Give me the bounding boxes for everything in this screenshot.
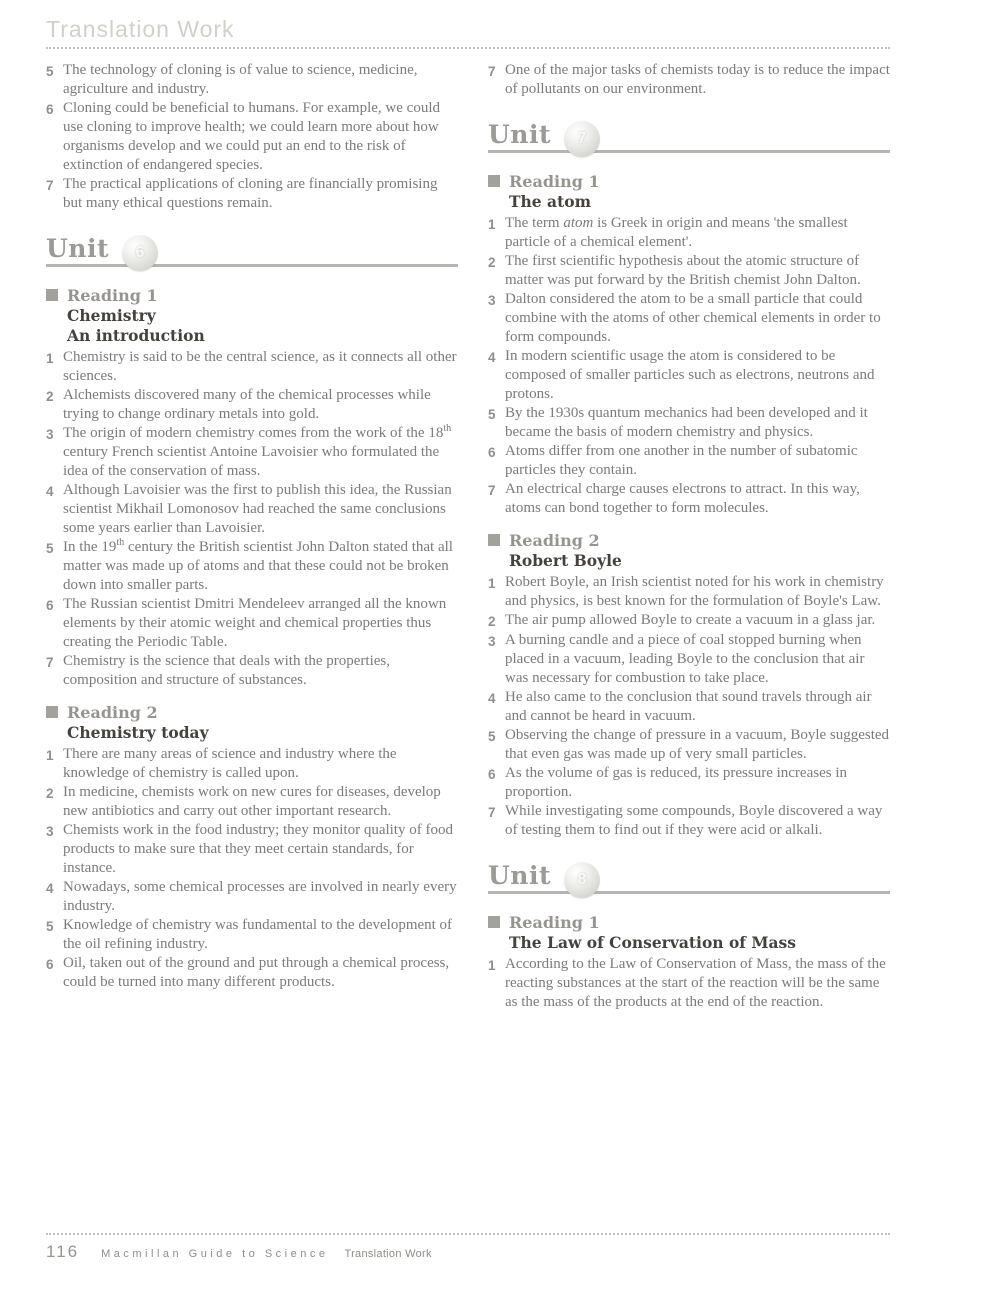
text-segment: The practical applications of cloning are financially promising but many ethical questions remain. [63, 176, 438, 211]
item-number: 5 [46, 919, 54, 934]
item-number: 7 [46, 178, 54, 193]
page-content [46, 0, 890, 1025]
text-segment: Although Lavoisier was the first to publish this idea, the Russian scientist Mikhail Lomonosov had reached the same conclusions some years earlier than Lavoisier. [63, 482, 452, 536]
list-item [46, 916, 458, 954]
reading-header [488, 531, 890, 571]
list-item [46, 99, 458, 175]
reading-label-row [46, 703, 458, 722]
text-segment: In medicine, chemists work on new cures for diseases, develop new antibiotics and carry out other important research. [63, 784, 441, 819]
item-text [63, 175, 458, 213]
page-header [46, 0, 890, 49]
numbered-list [488, 61, 890, 99]
text-segment: is Greek in origin and means 'the smallest particle of a chemical element'. [505, 215, 848, 250]
list-item [46, 878, 458, 916]
item-text [63, 916, 458, 954]
reading-title: The Law of Conservation of Mass [509, 933, 796, 952]
text-segment: According to the Law of Conservation of Mass, the mass of the reacting substances at the start of the reaction will be the same as the mass of the products at the end of the reaction. [505, 956, 886, 1010]
text-segment: The air pump allowed Boyle to create a vacuum in a glass jar. [505, 612, 876, 628]
list-item [488, 802, 890, 840]
reading-title: The atom [509, 192, 592, 211]
item-text [505, 480, 890, 518]
page-title: Translation Work [46, 16, 235, 42]
text-segment: Atoms differ from one another in the number of subatomic particles they contain. [505, 443, 858, 478]
unit-rule [488, 891, 890, 894]
page-number: 116 [46, 1242, 80, 1261]
column-left [46, 61, 458, 1025]
item-text [63, 348, 458, 386]
list-item [488, 726, 890, 764]
item-text [505, 726, 890, 764]
item-number: 6 [488, 767, 496, 782]
text-columns [46, 61, 890, 1025]
list-item [46, 821, 458, 878]
reading-label: Reading 1 [509, 172, 600, 191]
item-number: 3 [46, 427, 54, 442]
list-item [46, 61, 458, 99]
square-bullet-icon [488, 534, 500, 546]
item-number: 5 [46, 541, 54, 556]
item-text [505, 802, 890, 840]
item-number: 6 [46, 957, 54, 972]
square-bullet-icon [488, 175, 500, 187]
text-segment: Chemistry is the science that deals with the properties, composition and structure of substances. [63, 653, 390, 688]
item-text [505, 442, 890, 480]
list-item [46, 595, 458, 652]
list-item [488, 214, 890, 252]
footer-section-title: Translation Work [344, 1248, 432, 1260]
list-item [46, 745, 458, 783]
numbered-list [46, 745, 458, 992]
item-text [505, 955, 890, 1012]
unit-header [488, 113, 890, 159]
reading-label: Reading 2 [67, 703, 158, 722]
square-bullet-icon [488, 916, 500, 928]
unit-sphere-icon [564, 121, 600, 157]
text-segment: One of the major tasks of chemists today is to reduce the impact of pollutants on our environment. [505, 62, 890, 97]
reading-title: Robert Boyle [509, 551, 622, 570]
reading-label: Reading 1 [509, 913, 600, 932]
text-segment: century French scientist Antoine Lavoisier who formulated the idea of the conservation of mass. [63, 444, 440, 479]
item-text [63, 652, 458, 690]
item-text [63, 745, 458, 783]
item-text [505, 764, 890, 802]
item-text [505, 214, 890, 252]
numbered-list [46, 61, 458, 213]
item-number: 7 [488, 64, 496, 79]
text-segment: By the 1930s quantum mechanics had been developed and it became the basis of modern chemistry and physics. [505, 405, 868, 440]
item-text [63, 821, 458, 878]
item-number: 5 [488, 407, 496, 422]
unit-header [46, 227, 458, 273]
item-number: 2 [46, 786, 54, 801]
item-text [63, 878, 458, 916]
item-number: 7 [488, 483, 496, 498]
item-text [505, 347, 890, 404]
text-segment: There are many areas of science and industry where the knowledge of chemistry is called upon. [63, 746, 397, 781]
item-number: 2 [488, 614, 496, 629]
item-number: 5 [488, 729, 496, 744]
list-item [488, 631, 890, 688]
item-number: 3 [488, 293, 496, 308]
text-segment: Robert Boyle, an Irish scientist noted for his work in chemistry and physics, is best known for the formulation of Boyle's Law. [505, 574, 884, 609]
text-segment: Knowledge of chemistry was fundamental to the development of the oil refining industry. [63, 917, 453, 952]
reading-label: Reading 1 [67, 286, 158, 305]
item-number: 6 [46, 102, 54, 117]
text-segment: Alchemists discovered many of the chemical processes while trying to change ordinary metals into gold. [63, 387, 431, 422]
reading-header [488, 172, 890, 212]
reading-title: Chemistry today [67, 723, 209, 742]
item-number: 1 [46, 748, 54, 763]
reading-header [46, 703, 458, 743]
reading-label: Reading 2 [509, 531, 600, 550]
text-segment: The technology of cloning is of value to science, medicine, agriculture and industry. [63, 62, 418, 97]
item-text [505, 611, 890, 631]
item-text [505, 688, 890, 726]
square-bullet-icon [46, 706, 58, 718]
unit-label: Unit [488, 861, 552, 890]
square-bullet-icon [46, 289, 58, 301]
text-segment: The first scientific hypothesis about the atomic structure of matter was put forward by the British chemist John Dalton. [505, 253, 861, 288]
item-text [63, 61, 458, 99]
item-number: 3 [46, 824, 54, 839]
item-text [63, 386, 458, 424]
list-item [488, 480, 890, 518]
reading-title: An introduction [67, 326, 205, 345]
text-segment: Observing the change of pressure in a vacuum, Boyle suggested that even gas was made up of very small particles. [505, 727, 890, 762]
unit-header [488, 854, 890, 900]
column-right [488, 61, 890, 1025]
item-number: 3 [488, 634, 496, 649]
text-segment: Nowadays, some chemical processes are involved in nearly every industry. [63, 879, 457, 914]
list-item [488, 290, 890, 347]
text-segment: While investigating some compounds, Boyle discovered a way of testing them to find out if they were acid or alkali. [505, 803, 883, 838]
reading-label-row [46, 286, 458, 305]
item-text [63, 99, 458, 175]
unit-number: 7 [577, 130, 587, 147]
list-item [46, 175, 458, 213]
list-item [46, 386, 458, 424]
list-item [46, 538, 458, 595]
reading-header [488, 913, 890, 953]
reading-title: Chemistry [67, 306, 156, 325]
text-segment: The Russian scientist Dmitri Mendeleev arranged all the known elements by their atomic weight and chemical properties thus creating the Periodic Table. [63, 596, 447, 650]
reading-label-row [488, 913, 890, 932]
reading-label-row [488, 172, 890, 191]
text-segment: He also came to the conclusion that sound travels through air and cannot be heard in vacuum. [505, 689, 872, 724]
unit-number: 8 [577, 871, 587, 888]
item-number: 4 [46, 881, 54, 896]
item-number: 2 [488, 255, 496, 270]
text-segment: A burning candle and a piece of coal stopped burning when placed in a vacuum, leading Boyle to the conclusion that air was necessary for combustion to take place. [505, 632, 865, 686]
list-item [46, 424, 458, 481]
list-item [46, 783, 458, 821]
list-item [46, 481, 458, 538]
reading-label-row [488, 531, 890, 550]
item-text [63, 595, 458, 652]
numbered-list [488, 214, 890, 518]
item-number: 4 [46, 484, 54, 499]
item-number: 6 [46, 598, 54, 613]
text-segment: Chemists work in the food industry; they monitor quality of food products to make sure that they meet certain standards, for instance. [63, 822, 453, 876]
list-item [46, 348, 458, 386]
text-segment: Cloning could be beneficial to humans. For example, we could use cloning to improve health; we could learn more about how organisms develop and we could put an end to the risk of extinction of endangered species. [63, 100, 440, 173]
item-number: 1 [488, 958, 496, 973]
item-text [505, 404, 890, 442]
list-item [488, 347, 890, 404]
text-segment: Chemistry is said to be the central science, as it connects all other sciences. [63, 349, 457, 384]
italic-term: atom [563, 215, 594, 231]
list-item [46, 954, 458, 992]
item-text [505, 573, 890, 611]
list-item [46, 652, 458, 690]
page-footer [46, 1233, 890, 1262]
list-item [488, 573, 890, 611]
unit-rule [46, 264, 458, 267]
item-number: 7 [488, 805, 496, 820]
item-number: 1 [46, 351, 54, 366]
list-item [488, 611, 890, 631]
text-segment: In modern scientific usage the atom is considered to be composed of smaller particles such as electrons, neutrons and protons. [505, 348, 875, 402]
reading-header [46, 286, 458, 346]
unit-sphere-icon [122, 235, 158, 271]
unit-sphere-icon [564, 862, 600, 898]
superscript-text: th [443, 423, 452, 434]
numbered-list [488, 573, 890, 840]
numbered-list [46, 348, 458, 690]
text-segment: In the 19 [63, 539, 117, 555]
item-number: 2 [46, 389, 54, 404]
item-number: 5 [46, 64, 54, 79]
list-item [488, 955, 890, 1012]
item-text [505, 631, 890, 688]
text-segment: The term [505, 215, 564, 231]
text-segment: An electrical charge causes electrons to attract. In this way, atoms can bond together to form molecules. [505, 481, 860, 516]
list-item [488, 252, 890, 290]
item-text [505, 61, 890, 99]
unit-rule [488, 150, 890, 153]
unit-label: Unit [46, 234, 110, 263]
item-number: 1 [488, 576, 496, 591]
text-segment: Oil, taken out of the ground and put through a chemical process, could be turned into many different products. [63, 955, 450, 990]
item-text [63, 424, 458, 481]
text-segment: As the volume of gas is reduced, its pressure increases in proportion. [505, 765, 847, 800]
item-number: 4 [488, 691, 496, 706]
text-segment: The origin of modern chemistry comes from the work of the 18 [63, 425, 444, 441]
text-segment: century the British scientist John Dalton stated that all matter was made up of atoms and that these could not be broken down into smaller parts. [63, 539, 453, 593]
list-item [488, 61, 890, 99]
text-segment: Dalton considered the atom to be a small particle that could combine with the atoms of other chemical elements in order to form compounds. [505, 291, 881, 345]
list-item [488, 764, 890, 802]
list-item [488, 404, 890, 442]
list-item [488, 442, 890, 480]
item-text [63, 481, 458, 538]
item-number: 6 [488, 445, 496, 460]
footer-book-title: Macmillan Guide to Science [101, 1248, 329, 1260]
item-number: 7 [46, 655, 54, 670]
unit-number: 6 [135, 244, 145, 261]
item-text [505, 252, 890, 290]
unit-label: Unit [488, 120, 552, 149]
item-text [505, 290, 890, 347]
item-number: 1 [488, 217, 496, 232]
item-text [63, 954, 458, 992]
item-number: 4 [488, 350, 496, 365]
superscript-text: th [116, 537, 125, 548]
numbered-list [488, 955, 890, 1012]
list-item [488, 688, 890, 726]
item-text [63, 538, 458, 595]
item-text [63, 783, 458, 821]
